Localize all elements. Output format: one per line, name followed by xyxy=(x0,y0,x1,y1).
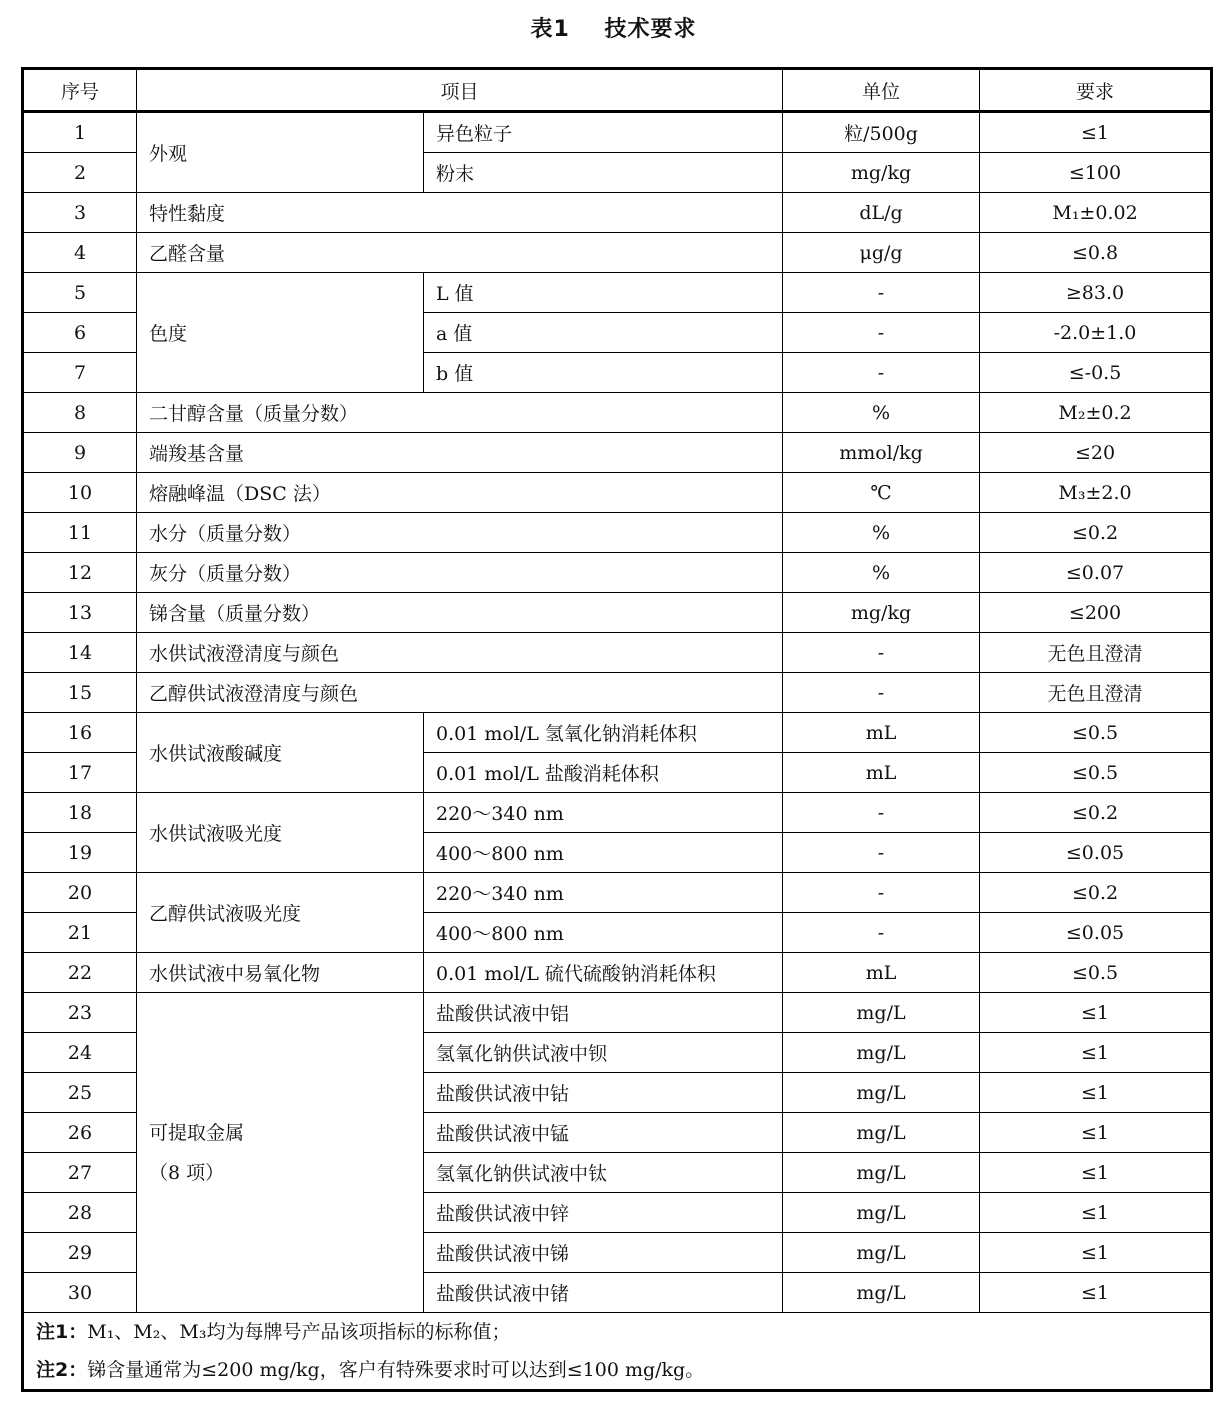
row-no: 18 xyxy=(23,793,137,833)
row-subitem: L 值 xyxy=(424,273,783,313)
row-item: 水供试液澄清度与颜色 xyxy=(137,633,783,673)
row-no: 12 xyxy=(23,553,137,593)
row-requirement: ≤1 xyxy=(980,1033,1212,1073)
table-row xyxy=(23,112,1212,153)
row-no: 5 xyxy=(23,273,137,313)
row-no: 17 xyxy=(23,753,137,793)
row-unit: % xyxy=(783,393,980,433)
row-requirement: ≤1 xyxy=(980,1153,1212,1193)
row-no: 6 xyxy=(23,313,137,353)
note-1-text: M₁、M₂、M₃均为每牌号产品该项指标的标称值； xyxy=(87,1321,511,1343)
row-subitem: a 值 xyxy=(424,313,783,353)
row-item: 乙醇供试液澄清度与颜色 xyxy=(137,673,783,713)
row-subitem: 0.01 mol/L 硫代硫酸钠消耗体积 xyxy=(424,953,783,993)
table-row xyxy=(23,713,1212,753)
row-no: 4 xyxy=(23,233,137,273)
row-subitem: 0.01 mol/L 盐酸消耗体积 xyxy=(424,753,783,793)
row-requirement: M₁±0.02 xyxy=(980,193,1212,233)
row-requirement: -2.0±1.0 xyxy=(980,313,1212,353)
row-group-line: 可提取金属 xyxy=(149,1121,245,1144)
row-unit: 粒/500g xyxy=(783,112,980,153)
row-requirement: ≤1 xyxy=(980,1233,1212,1273)
row-group: 色度 xyxy=(137,273,424,393)
header-no: 序号 xyxy=(23,69,137,112)
table-row xyxy=(23,233,1212,273)
row-subitem: 盐酸供试液中锰 xyxy=(424,1113,783,1153)
row-requirement: ≤20 xyxy=(980,433,1212,473)
row-unit: - xyxy=(783,673,980,713)
row-unit: - xyxy=(783,833,980,873)
note-2-text: 锑含量通常为≤200 mg/kg，客户有特殊要求时可以达到≤100 mg/kg。 xyxy=(87,1359,705,1381)
row-unit: μg/g xyxy=(783,233,980,273)
row-unit: mg/kg xyxy=(783,153,980,193)
row-group-line-2: （8 项） xyxy=(149,1161,225,1184)
note-1-tag: 注1： xyxy=(36,1321,88,1343)
table-row xyxy=(23,193,1212,233)
row-requirement: ≤1 xyxy=(980,1193,1212,1233)
row-unit: mg/L xyxy=(783,1113,980,1153)
row-no: 26 xyxy=(23,1113,137,1153)
row-no: 10 xyxy=(23,473,137,513)
row-group: 水供试液吸光度 xyxy=(137,793,424,873)
row-group xyxy=(137,993,424,1313)
row-no: 2 xyxy=(23,153,137,193)
row-unit: mL xyxy=(783,953,980,993)
row-requirement: ≤0.5 xyxy=(980,753,1212,793)
row-no: 19 xyxy=(23,833,137,873)
table-row xyxy=(23,513,1212,553)
row-requirement: ≤100 xyxy=(980,153,1212,193)
row-no: 3 xyxy=(23,193,137,233)
row-requirement: ≤1 xyxy=(980,112,1212,153)
table-row xyxy=(23,793,1212,833)
row-requirement: 无色且澄清 xyxy=(980,673,1212,713)
row-subitem: 220～340 nm xyxy=(424,793,783,833)
header-requirement: 要求 xyxy=(980,69,1212,112)
row-requirement: ≤200 xyxy=(980,593,1212,633)
row-unit: % xyxy=(783,553,980,593)
row-group: 乙醇供试液吸光度 xyxy=(137,873,424,953)
row-unit: mg/L xyxy=(783,1073,980,1113)
row-no: 16 xyxy=(23,713,137,753)
row-group: 水供试液酸碱度 xyxy=(137,713,424,793)
table-row xyxy=(23,473,1212,513)
row-unit: - xyxy=(783,313,980,353)
table-row xyxy=(23,433,1212,473)
row-no: 7 xyxy=(23,353,137,393)
row-requirement: ≤0.05 xyxy=(980,833,1212,873)
row-no: 1 xyxy=(23,112,137,153)
row-subitem: 氢氧化钠供试液中钛 xyxy=(424,1153,783,1193)
table-row xyxy=(23,633,1212,673)
notes-row xyxy=(23,1313,1212,1391)
row-unit: mL xyxy=(783,753,980,793)
row-no: 15 xyxy=(23,673,137,713)
row-group: 水供试液中易氧化物 xyxy=(137,953,424,993)
row-requirement: ≤0.2 xyxy=(980,873,1212,913)
row-requirement: ≤0.07 xyxy=(980,553,1212,593)
header-item: 项目 xyxy=(137,69,783,112)
note-2-tag: 注2： xyxy=(36,1359,88,1381)
row-item: 特性黏度 xyxy=(137,193,783,233)
row-item: 端羧基含量 xyxy=(137,433,783,473)
row-item: 乙醛含量 xyxy=(137,233,783,273)
header-unit: 单位 xyxy=(783,69,980,112)
row-unit: mg/L xyxy=(783,1233,980,1273)
notes-cell xyxy=(23,1313,1212,1391)
note-1 xyxy=(36,1313,1198,1351)
row-requirement: ≤0.5 xyxy=(980,953,1212,993)
row-requirement: M₃±2.0 xyxy=(980,473,1212,513)
row-unit: - xyxy=(783,793,980,833)
row-subitem: 盐酸供试液中铝 xyxy=(424,993,783,1033)
table-row xyxy=(23,673,1212,713)
technical-requirements-table xyxy=(21,67,1213,1392)
row-requirement: ≤-0.5 xyxy=(980,353,1212,393)
row-subitem: 400～800 nm xyxy=(424,833,783,873)
row-no: 20 xyxy=(23,873,137,913)
row-unit: ℃ xyxy=(783,473,980,513)
row-no: 11 xyxy=(23,513,137,553)
row-no: 21 xyxy=(23,913,137,953)
row-unit: mg/L xyxy=(783,1153,980,1193)
row-no: 14 xyxy=(23,633,137,673)
row-unit: - xyxy=(783,913,980,953)
table-row xyxy=(23,393,1212,433)
row-no: 28 xyxy=(23,1193,137,1233)
row-subitem: 粉末 xyxy=(424,153,783,193)
row-requirement: ≤1 xyxy=(980,993,1212,1033)
row-no: 23 xyxy=(23,993,137,1033)
table-row xyxy=(23,593,1212,633)
row-subitem: 氢氧化钠供试液中钡 xyxy=(424,1033,783,1073)
row-item: 水分（质量分数） xyxy=(137,513,783,553)
row-unit: % xyxy=(783,513,980,553)
row-requirement: ≤1 xyxy=(980,1113,1212,1153)
row-subitem: 盐酸供试液中锌 xyxy=(424,1193,783,1233)
row-group: 外观 xyxy=(137,112,424,193)
row-no: 27 xyxy=(23,1153,137,1193)
table-row xyxy=(23,993,1212,1033)
row-no: 30 xyxy=(23,1273,137,1313)
row-item: 熔融峰温（DSC 法） xyxy=(137,473,783,513)
row-requirement: ≥83.0 xyxy=(980,273,1212,313)
row-unit: - xyxy=(783,633,980,673)
table-title: 表1 技术要求 xyxy=(530,17,697,42)
row-subitem: 盐酸供试液中钴 xyxy=(424,1073,783,1113)
note-2 xyxy=(36,1351,1198,1389)
row-unit: mg/kg xyxy=(783,593,980,633)
row-unit: mg/L xyxy=(783,1193,980,1233)
row-unit: mg/L xyxy=(783,1033,980,1073)
row-unit: mg/L xyxy=(783,993,980,1033)
row-unit: dL/g xyxy=(783,193,980,233)
row-requirement: ≤0.2 xyxy=(980,513,1212,553)
row-no: 29 xyxy=(23,1233,137,1273)
row-item: 灰分（质量分数） xyxy=(137,553,783,593)
table-row xyxy=(23,273,1212,313)
row-no: 8 xyxy=(23,393,137,433)
row-requirement: ≤1 xyxy=(980,1073,1212,1113)
row-subitem: b 值 xyxy=(424,353,783,393)
table-header-row xyxy=(23,69,1212,112)
row-unit: mg/L xyxy=(783,1273,980,1313)
row-requirement: ≤0.2 xyxy=(980,793,1212,833)
row-unit: - xyxy=(783,873,980,913)
table-row xyxy=(23,953,1212,993)
row-subitem: 220～340 nm xyxy=(424,873,783,913)
row-unit: mL xyxy=(783,713,980,753)
row-requirement: ≤0.5 xyxy=(980,713,1212,753)
row-no: 24 xyxy=(23,1033,137,1073)
row-unit: - xyxy=(783,273,980,313)
row-unit: - xyxy=(783,353,980,393)
row-subitem: 盐酸供试液中锑 xyxy=(424,1233,783,1273)
row-no: 9 xyxy=(23,433,137,473)
row-item: 锑含量（质量分数） xyxy=(137,593,783,633)
row-subitem: 400～800 nm xyxy=(424,913,783,953)
row-requirement: ≤0.8 xyxy=(980,233,1212,273)
row-no: 13 xyxy=(23,593,137,633)
table-row xyxy=(23,553,1212,593)
row-requirement: 无色且澄清 xyxy=(980,633,1212,673)
row-item: 二甘醇含量（质量分数） xyxy=(137,393,783,433)
row-no: 25 xyxy=(23,1073,137,1113)
row-subitem: 盐酸供试液中锗 xyxy=(424,1273,783,1313)
row-unit: mmol/kg xyxy=(783,433,980,473)
row-no: 22 xyxy=(23,953,137,993)
row-requirement: ≤1 xyxy=(980,1273,1212,1313)
row-requirement: ≤0.05 xyxy=(980,913,1212,953)
table-row xyxy=(23,873,1212,913)
row-requirement: M₂±0.2 xyxy=(980,393,1212,433)
row-subitem: 0.01 mol/L 氢氧化钠消耗体积 xyxy=(424,713,783,753)
row-subitem: 异色粒子 xyxy=(424,112,783,153)
